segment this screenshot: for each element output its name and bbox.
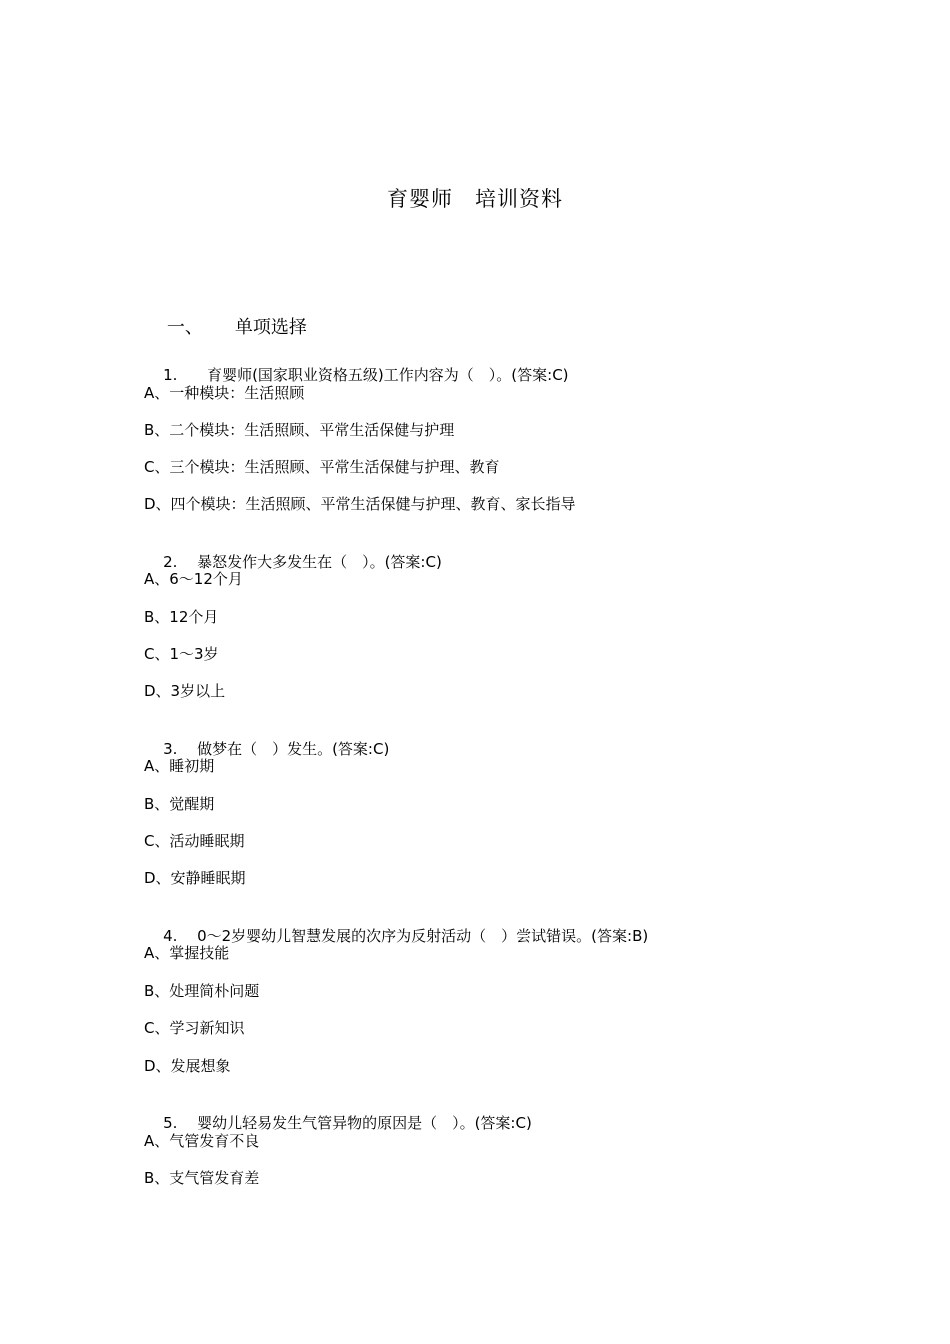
question-1-option-d: D、四个模块：生活照顾、平常生活保健与护理、教育、家长指导 bbox=[144, 495, 576, 513]
question-text: 婴幼儿轻易发生气管异物的原因是（ ）。(答案:C) bbox=[197, 1114, 532, 1132]
section-title: 单项选择 bbox=[234, 317, 307, 338]
question-4-option-a: A、掌握技能 bbox=[144, 944, 230, 962]
question-number: 1. bbox=[163, 366, 178, 384]
question-text: 做梦在（ ）发生。(答案:C) bbox=[197, 740, 390, 758]
question-4-option-b: B、处理简朴问题 bbox=[144, 982, 260, 1000]
question-2-option-a: A、6～12个月 bbox=[144, 570, 243, 588]
question-1-option-b: B、二个模块：生活照顾、平常生活保健与护理 bbox=[144, 421, 455, 439]
question-text: 暴怒发作大多发生在（ ）。(答案:C) bbox=[197, 553, 442, 571]
question-4-option-d: D、发展想象 bbox=[144, 1057, 231, 1075]
question-number: 5. bbox=[163, 1114, 178, 1132]
question-1-option-a: A、一种模块：生活照顾 bbox=[144, 384, 305, 402]
question-number: 4. bbox=[163, 927, 178, 945]
question-5-option-a: A、气管发育不良 bbox=[144, 1132, 260, 1150]
question-1-option-c: C、三个模块：生活照顾、平常生活保健与护理、教育 bbox=[144, 458, 500, 476]
question-2-option-d: D、3岁以上 bbox=[144, 682, 226, 700]
section-number: 一、 bbox=[166, 317, 203, 338]
question-text: 0～2岁婴幼儿智慧发展的次序为反射活动（ ）尝试错误。(答案:B) bbox=[197, 927, 649, 945]
question-number: 2. bbox=[163, 553, 178, 571]
question-3-option-b: B、觉醒期 bbox=[144, 795, 215, 813]
question-3-option-c: C、活动睡眠期 bbox=[144, 832, 245, 850]
question-3-option-d: D、安静睡眠期 bbox=[144, 869, 246, 887]
question-2-option-c: C、1～3岁 bbox=[144, 645, 219, 663]
question-4-option-c: C、学习新知识 bbox=[144, 1019, 245, 1037]
document-title: 育婴师 培训资料 bbox=[387, 187, 563, 211]
question-3-option-a: A、睡初期 bbox=[144, 757, 215, 775]
question-number: 3. bbox=[163, 740, 178, 758]
question-5-option-b: B、支气管发育差 bbox=[144, 1169, 260, 1187]
question-2-option-b: B、12个月 bbox=[144, 608, 219, 626]
question-text: 育婴师(国家职业资格五级)工作内容为（ ）。(答案:C) bbox=[207, 366, 569, 384]
